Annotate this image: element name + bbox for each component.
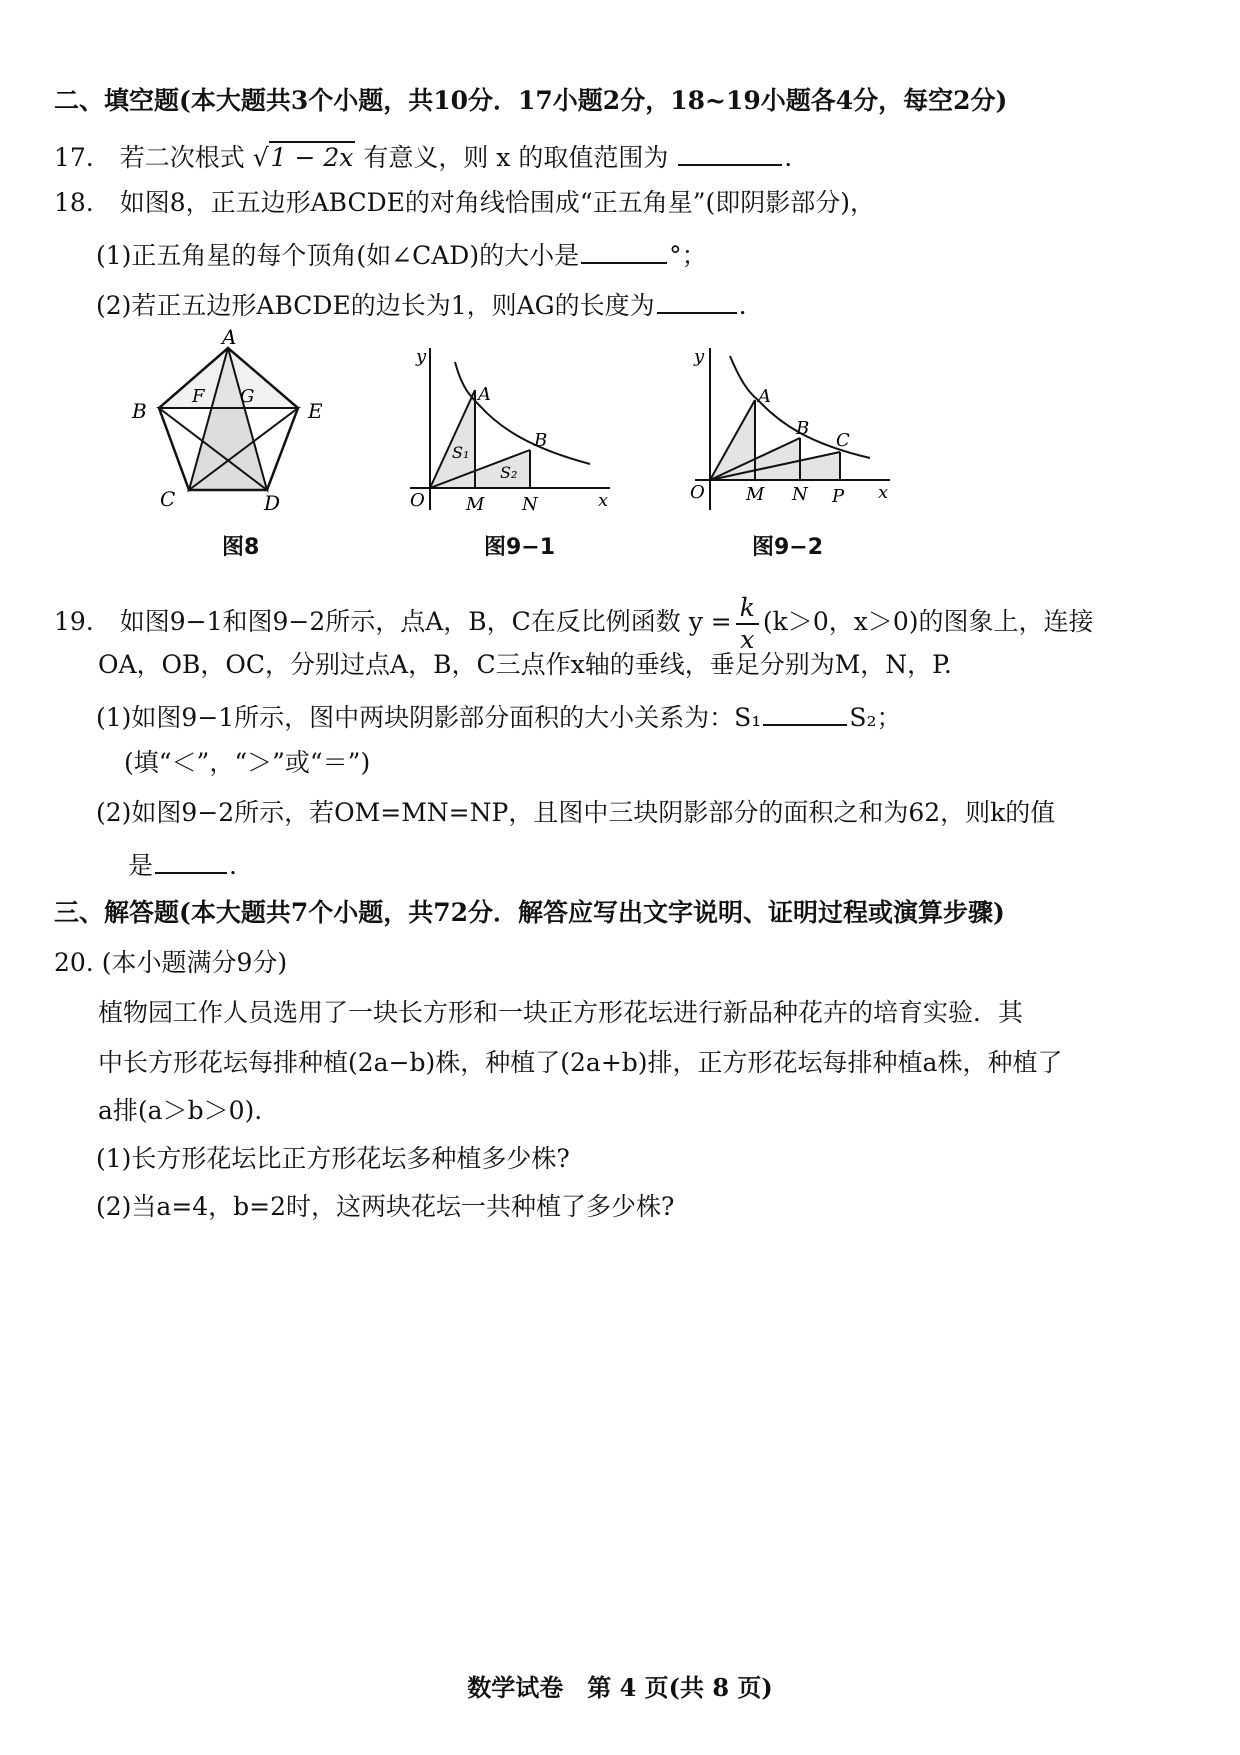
q19-part-2: (2)如图9−2所示，若OM=MN=NP，且图中三块阴影部分的面积之和为62，则k的值 — [96, 798, 1056, 827]
label-B: B — [534, 430, 548, 451]
label-A: A — [478, 384, 491, 405]
label-N: N — [522, 494, 538, 515]
section-2-heading: 二、填空题(本大题共3个小题，共10分．17小题2分，18~19小题各4分，每空2分) — [54, 86, 1008, 115]
q19-stem-line-2: OA，OB，OC，分别过点A，B，C三点作x轴的垂线，垂足分别为M，N，P. — [98, 650, 952, 679]
label-B: B — [132, 399, 147, 423]
q17-text-after: 有意义，则 x 的取值范围为 — [363, 143, 669, 172]
q17-radicand: 1 − 2x — [270, 143, 354, 172]
q18-stem: 如图8，正五边形ABCDE的对角线恰围成“正五角星”(即阴影部分)， — [119, 188, 876, 217]
question-number: 17. — [54, 143, 94, 172]
q19-part1-text: (1)如图9−1所示，图中两块阴影部分面积的大小关系为：S₁ — [96, 703, 762, 732]
figure-8-caption: 图8 — [222, 535, 260, 560]
q20-paragraph-3: a排(a＞b＞0). — [98, 1096, 263, 1125]
q20-part-1: (1)长方形花坛比正方形花坛多种植多少株? — [96, 1144, 570, 1173]
answer-blank-19-2[interactable] — [155, 846, 227, 874]
q20-part-2: (2)当a=4，b=2时，这两块花坛一共种植了多少株? — [96, 1192, 675, 1221]
label-O: O — [410, 490, 425, 511]
label-M: M — [746, 484, 765, 505]
answer-blank-18-1[interactable] — [581, 236, 667, 264]
frac-denominator: x — [740, 624, 755, 654]
label-y: y — [416, 346, 427, 367]
q19-part2-end: . — [229, 851, 237, 880]
label-C: C — [836, 430, 850, 451]
label-x: x — [878, 482, 889, 503]
fraction-k-over-x — [736, 593, 759, 655]
q18-part2-text: (2)若正五边形ABCDE的边长为1，则AG的长度为 — [96, 291, 655, 320]
q19-part2-text: 是 — [128, 851, 154, 880]
q17-text-before: 若二次根式 — [119, 143, 245, 172]
label-P: P — [832, 486, 845, 507]
q20-paragraph-1: 植物园工作人员选用了一块长方形和一块正方形花坛进行新品种花卉的培育实验．其 — [98, 998, 1024, 1027]
label-G: G — [240, 386, 255, 407]
q17-end: . — [784, 143, 793, 172]
question-number: 18. — [54, 188, 94, 217]
question-18 — [54, 186, 875, 220]
q18-part-2 — [96, 286, 747, 323]
label-O: O — [690, 482, 705, 503]
label-A: A — [222, 325, 237, 349]
question-17 — [54, 138, 792, 175]
label-S2: S₂ — [500, 463, 518, 482]
q18-part-1 — [96, 236, 707, 273]
q19-stem-before: 如图9−1和图9−2所示，点A，B，C在反比例函数 y = — [119, 607, 732, 636]
label-A: A — [758, 386, 771, 407]
figure-9-1-caption: 图9−1 — [484, 535, 556, 560]
section-3-heading: 三、解答题(本大题共7个小题，共72分．解答应写出文字说明、证明过程或演算步骤) — [54, 898, 1005, 927]
q18-part2-end: . — [738, 291, 747, 320]
q18-part1-text: (1)正五角星的每个顶角(如∠CAD)的大小是 — [96, 241, 580, 270]
page-footer: 数学试卷 第 4 页(共 8 页) — [467, 1673, 773, 1702]
q20-paragraph-2: 中长方形花坛每排种植(2a−b)株，种植了(2a+b)排，正方形花坛每排种植a株，种植了 — [98, 1048, 1063, 1077]
q19-stem-after: (k＞0，x＞0)的图象上，连接 — [762, 607, 1094, 636]
figure-9-1-graph — [400, 340, 620, 520]
sqrt-sign: √ — [252, 143, 269, 172]
answer-blank-17[interactable] — [678, 138, 782, 166]
figure-9-2-graph — [690, 340, 910, 520]
q19-part1-hint: (填“＜”，“＞”或“＝”) — [124, 748, 371, 777]
question-19 — [54, 590, 1094, 655]
q19-part-1 — [96, 698, 901, 735]
label-D: D — [264, 491, 281, 515]
q19-part-2-line-2 — [128, 846, 237, 883]
q18-part1-unit: °； — [669, 241, 707, 270]
question-20-header: 20. (本小题满分9分) — [54, 948, 288, 977]
label-y: y — [694, 346, 705, 367]
label-N: N — [792, 484, 808, 505]
label-C: C — [160, 487, 176, 511]
figure-9-2-caption: 图9−2 — [752, 535, 824, 560]
q19-part1-after: S₂； — [849, 703, 902, 732]
label-B: B — [796, 418, 810, 439]
star-shade-top — [159, 348, 298, 408]
label-M: M — [466, 494, 485, 515]
answer-blank-19-1[interactable] — [763, 698, 847, 726]
label-S1: S₁ — [452, 443, 470, 462]
frac-numerator: k — [736, 593, 759, 625]
q20-answer-area[interactable] — [96, 1240, 1136, 1620]
label-F: F — [192, 386, 205, 407]
label-E: E — [308, 399, 323, 423]
label-x: x — [598, 490, 609, 511]
question-number: 19. — [54, 607, 94, 636]
answer-blank-18-2[interactable] — [657, 286, 737, 314]
figure-8-pentagon-star — [120, 322, 360, 522]
